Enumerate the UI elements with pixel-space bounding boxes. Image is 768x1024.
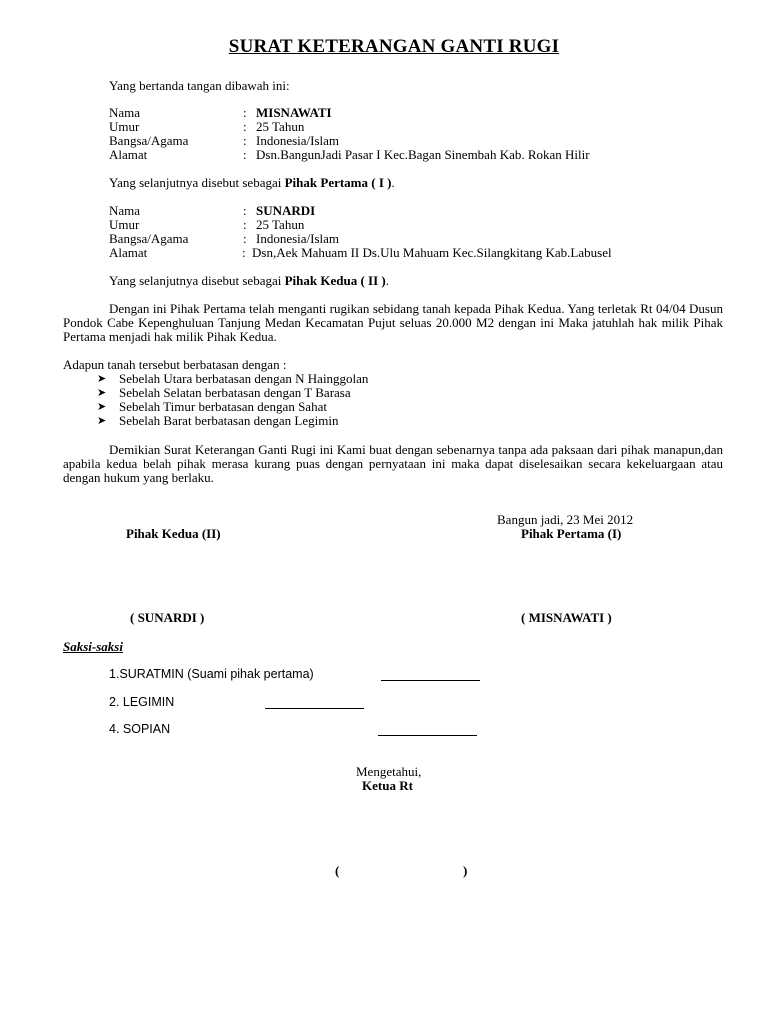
boundaries-intro: Adapun tanah tersebut berbatasan dengan : [63,357,287,372]
signature-heading-left: Pihak Kedua (II) [126,526,221,541]
arrow-bullet-icon: ➤ [97,415,107,427]
field-value: 25 Tahun [256,217,305,232]
field-value: Dsn,Aek Mahuam II Ds.Ulu Mahuam Kec.Silangkitang Kab.Labusel [252,245,612,260]
field-colon: : [243,133,247,148]
designation-bold: Pihak Kedua ( II ) [284,273,386,288]
witness-item: 1.SURATMIN (Suami pihak pertama) [109,667,314,681]
place-date: Bangun jadi, 23 Mei 2012 [497,512,634,527]
field-value: Dsn.BangunJadi Pasar I Kec.Bagan Sinembah Kab. Rokan Hilir [256,147,590,162]
witness-signature-line [265,708,364,709]
transfer-paragraph: Dengan ini Pihak Pertama telah menganti rugikan sebidang tanah kepada Pihak Kedua. Yang terletak Rt 04/04 Dusun Pondok Cabe Kepenghuluan Tanjung Medan Kecamatan Pujut seluas 20.000 M2 dengan ini Maka jatuhlah hak milik Pihak Pertama menjadi hak milik Pihak Kedua. [63,301,723,344]
arrow-bullet-icon: ➤ [97,387,107,399]
field-label: Alamat [109,147,148,162]
arrow-bullet-icon: ➤ [97,373,107,385]
field-colon: : [243,203,247,218]
field-colon: : [243,105,247,120]
boundary-text: Sebelah Barat berbatasan dengan Legimin [119,413,339,428]
field-label: Bangsa/Agama [109,133,189,148]
party2-designation [109,274,389,288]
field-value: MISNAWATI [256,105,332,120]
closing-paragraph: Demikian Surat Keterangan Ganti Rugi ini Kami buat dengan sebenarnya tanpa ada paksaan dari pihak manapun,dan apabila kedua belah pihak merasa kurang puas dengan pernyataan ini maka dapat diselesaikan secara kekeluargaan atau dengan hukum yang berlaku. [63,442,723,485]
field-label: Alamat [109,245,148,260]
document-title: SURAT KETERANGAN GANTI RUGI [228,36,560,57]
designation-bold: Pihak Pertama ( I ) [284,175,392,190]
signature-name-left: ( SUNARDI ) [130,610,205,625]
acknowledgement-open-paren: ( [335,863,340,878]
field-label: Umur [109,119,140,134]
field-label: Nama [109,203,141,218]
field-colon: : [243,119,247,134]
field-colon: : [243,147,247,162]
boundary-text: Sebelah Timur berbatasan dengan Sahat [119,399,327,414]
field-value: Indonesia/Islam [256,133,340,148]
field-colon: : [243,231,247,246]
signature-name-right: ( MISNAWATI ) [521,610,612,625]
field-value: Indonesia/Islam [256,231,340,246]
designation-prefix: Yang selanjutnya disebut sebagai [109,273,285,288]
acknowledgement-close-paren: ) [463,863,468,878]
field-value: 25 Tahun [256,119,305,134]
boundary-text: Sebelah Utara berbatasan dengan N Hainggolan [119,371,369,386]
designation-suffix: . [391,175,395,190]
field-value: SUNARDI [256,203,316,218]
field-colon: : [243,217,247,232]
signature-heading-right: Pihak Pertama (I) [521,526,622,541]
witness-item: 2. LEGIMIN [109,695,175,709]
witness-signature-line [378,735,477,736]
acknowledgement-label: Mengetahui, [356,764,422,779]
witness-signature-line [381,680,480,681]
designation-prefix: Yang selanjutnya disebut sebagai [109,175,285,190]
boundary-text: Sebelah Selatan berbatasan dengan T Barasa [119,385,351,400]
field-label: Nama [109,105,141,120]
field-label: Bangsa/Agama [109,231,189,246]
witnesses-heading: Saksi-saksi [63,639,123,654]
intro-text: Yang bertanda tangan dibawah ini: [109,78,290,93]
party1-designation [109,176,395,190]
acknowledgement-role: Ketua Rt [362,778,413,793]
witness-item: 4. SOPIAN [109,722,171,736]
field-label: Umur [109,217,140,232]
field-colon: : [242,245,246,260]
arrow-bullet-icon: ➤ [97,401,107,413]
designation-suffix: . [385,273,389,288]
